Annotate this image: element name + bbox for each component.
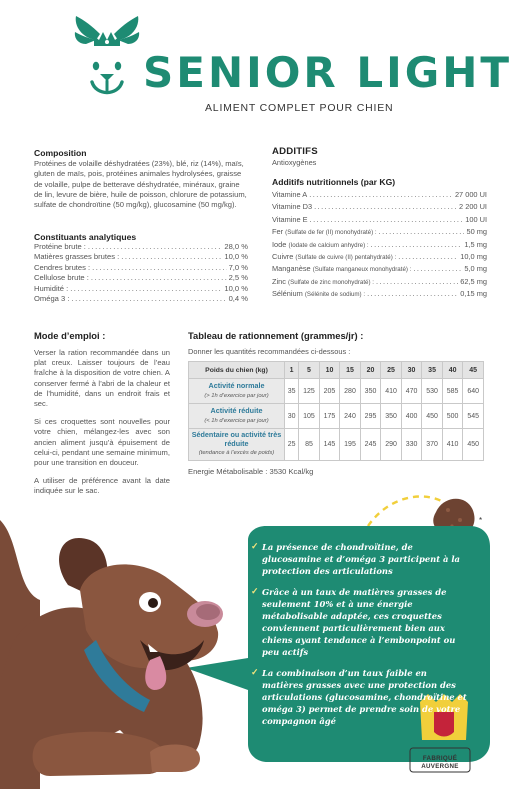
ration-cell: 500 [442, 404, 463, 429]
ration-cell: 205 [319, 379, 340, 404]
ration-table-header-row [189, 362, 484, 379]
ration-cell: 25 [285, 429, 299, 461]
dot-leader [91, 273, 227, 283]
nutritional-additives-list [272, 189, 487, 301]
brand-title: SENIOR LIGHT [143, 48, 513, 97]
benefits-list [252, 541, 470, 736]
additive-value: 100 UI [465, 214, 487, 224]
activity-label-cell [189, 404, 285, 429]
additive-label: Vitamine E [272, 214, 308, 224]
ration-cell: 195 [340, 429, 361, 461]
table-row [189, 429, 484, 461]
ration-cell: 350 [360, 379, 381, 404]
weight-header-cell: 1 [285, 362, 299, 379]
dot-leader [88, 242, 222, 252]
ration-cell: 85 [299, 429, 320, 461]
benefit-item: ✓ La combinaison d’un taux faible en matières grasses avec une protection des articulations (glucosamine, chondroïtine et oméga 3) permet de prendre soin de votre compagnon âgé [251, 668, 467, 726]
ration-cell: 450 [463, 429, 484, 461]
benefit-item: ✓ La présence de chondroïtine, de glucosamine et d’oméga 3 participent à la protection des articulations [251, 542, 460, 576]
additive-label: Sélénium [272, 289, 305, 299]
brand-logo-dog-icon [74, 14, 140, 114]
weight-header-cell: 45 [463, 362, 484, 379]
additive-detail: (Sulfate manganeux monohydraté) : [312, 266, 412, 274]
ration-cell: 145 [319, 429, 340, 461]
additive-detail: (Sulfate de cuivre (II) pentahydraté) : [295, 254, 397, 262]
dot-leader [309, 189, 453, 201]
ration-cell: 330 [401, 429, 422, 461]
ration-cell: 295 [360, 404, 381, 429]
constituant-value: 10,0 % [224, 283, 248, 293]
additive-value: 1,5 mg [464, 239, 487, 249]
ration-cell: 125 [299, 379, 320, 404]
ration-cell: 175 [319, 404, 340, 429]
constituant-label: Humidité : [34, 283, 69, 293]
additive-label: Zinc [272, 276, 289, 286]
ration-cell: 245 [360, 429, 381, 461]
dot-leader [367, 288, 458, 300]
additive-value: 2 200 UI [459, 202, 487, 212]
activity-label-cell [189, 379, 285, 404]
constituant-label: Protéine brute : [34, 242, 86, 251]
constituant-label: Cellulose brute : [34, 273, 89, 283]
dot-leader [310, 214, 464, 226]
benefit-item: ✓ Grâce à un taux de matières grasses de seulement 10% et à une énergie métabolisable adaptée, ces croquettes conviennent particulièrement bien aux chiens ayant tendance à l’embonpoint ou peu actifs [251, 587, 456, 657]
additive-row [272, 214, 487, 226]
constituant-value: 7,0 % [228, 262, 248, 272]
constituant-value: 10,0 % [224, 252, 248, 262]
mode-emploi-paragraph: A utiliser de préférence avant la date indiquée sur le sac. [34, 476, 170, 496]
weight-header-cell: 5 [299, 362, 320, 379]
additive-value: 50 mg [466, 227, 487, 237]
constituant-label: Oméga 3 : [34, 294, 70, 304]
ration-cell: 30 [285, 404, 299, 429]
ration-cell: 585 [442, 379, 463, 404]
ration-cell: 410 [381, 379, 402, 404]
composition-section [34, 148, 249, 210]
additive-detail: (Sulfate de zinc monohydraté) : [288, 278, 374, 286]
dot-leader [413, 263, 462, 275]
ration-cell: 280 [340, 379, 361, 404]
additive-label: Iode [272, 239, 289, 249]
additive-label: Cuivre [272, 252, 296, 262]
checkmark-icon: ✓ [251, 668, 259, 678]
ration-cell: 545 [463, 404, 484, 429]
additifs-section [272, 146, 487, 301]
constituant-value: 0,4 % [228, 294, 248, 304]
additive-label: Vitamine A [272, 190, 308, 199]
constituant-row [34, 263, 248, 273]
activity-label-cell [189, 429, 285, 461]
activity-note: (tendance à l’excès de poids) [198, 450, 275, 457]
additive-row [272, 189, 487, 201]
additive-row [272, 226, 487, 238]
nutritional-additives-title: Additifs nutritionnels (par KG) [272, 177, 396, 187]
dot-leader [71, 294, 226, 304]
dot-leader [314, 201, 457, 213]
mode-emploi-title: Mode d’emploi : [34, 330, 106, 341]
additive-row [272, 239, 487, 251]
ration-cell: 350 [381, 404, 402, 429]
additive-row [272, 201, 487, 213]
ration-cell: 370 [422, 429, 443, 461]
dot-leader [92, 263, 226, 273]
ration-cell: 35 [285, 379, 299, 404]
additive-detail: (Sulfate de fer (II) monohydraté) : [285, 229, 377, 237]
additifs-title: ADDITIFS [272, 146, 318, 157]
additive-value: 10,0 mg [460, 252, 487, 262]
energy-value: Energie Métabolisable : 3530 Kcal/kg [188, 466, 314, 476]
additive-value: 0,15 mg [460, 289, 487, 299]
activity-note: (> 1h d’exercice par jour) [204, 392, 269, 399]
additive-value: 62,5 mg [460, 276, 487, 286]
dog-icon [0, 520, 223, 789]
weight-header-cell: 30 [401, 362, 422, 379]
dot-leader [121, 252, 222, 262]
ration-table-title: Tableau de rationnement (grammes/jr) : [188, 330, 364, 341]
weight-header-cell: 20 [360, 362, 381, 379]
weight-header-cell: 40 [442, 362, 463, 379]
checkmark-icon: ✓ [251, 542, 259, 552]
ration-cell: 530 [422, 379, 443, 404]
constituant-row [34, 294, 248, 304]
constituant-row [34, 284, 248, 294]
dot-leader [379, 226, 465, 238]
additive-row [272, 276, 487, 288]
ration-cell: 450 [422, 404, 443, 429]
ration-cell: 290 [381, 429, 402, 461]
mode-emploi-paragraph: Verser la ration recommandée dans un plat creux. Laisser toujours de l’eau fraîche à la disposition de votre chien. A conserver fermé à l’abri de la chaleur et de l’humidité, dans un endroit frais et sec. [34, 348, 170, 409]
table-row [189, 404, 484, 429]
checkmark-icon: ✓ [251, 587, 259, 597]
constituant-label: Matières grasses brutes : [34, 252, 120, 262]
additive-value: 27 000 UI [454, 190, 487, 199]
additive-detail: (Iodate de calcium anhydre) : [288, 241, 369, 249]
weight-header-cell: 15 [340, 362, 361, 379]
additifs-subtitle: Antioxygènes [272, 158, 317, 167]
ration-cell: 240 [340, 404, 361, 429]
constituant-value: 2,5 % [228, 273, 248, 283]
composition-text: Protéines de volaille déshydratées (23%), blé, riz (14%), maïs, gluten de maïs, pois, protéines animales hydrolysées, graisse de volaille, pulpe de betterave déshydratée, minéraux, graine de lin, levure de bière, huile de poisson, chlorure de potassium, sulfate de chondroïtine (50 mg/kg), glucosamine (50 mg/kg). [34, 159, 247, 210]
ration-cell: 400 [401, 404, 422, 429]
constituants-list [34, 242, 248, 304]
composition-title: Composition [34, 148, 87, 158]
constituant-row [34, 252, 248, 262]
dot-leader [371, 239, 463, 251]
footnote-star: * [479, 516, 483, 525]
additive-value: 5,0 mg [464, 264, 487, 274]
dot-leader [398, 251, 458, 263]
table-row [189, 379, 484, 404]
ration-cell: 410 [442, 429, 463, 461]
brand-subtitle: ALIMENT COMPLET POUR CHIEN [205, 102, 394, 114]
ration-cell: 105 [299, 404, 320, 429]
constituant-row [34, 242, 248, 252]
additive-row [272, 288, 487, 300]
activity-label: Sédentaire ou activité très réduite [191, 430, 282, 449]
additive-row [272, 251, 487, 263]
badge-text-auvergne: AUVERGNE [421, 763, 459, 770]
constituant-label: Cendres brutes : [34, 262, 91, 272]
additive-label: Vitamine D3 [272, 202, 313, 212]
constituant-row [34, 273, 248, 283]
ration-cell: 470 [401, 379, 422, 404]
constituants-title: Constituants analytiques [34, 232, 137, 242]
badge-text-fabrique: FABRIQUÉ [422, 755, 458, 762]
weight-header-label: Poids du chien (kg) [189, 362, 285, 379]
weight-header-cell: 25 [381, 362, 402, 379]
activity-label: Activité réduite [210, 406, 263, 416]
ration-cell: 640 [463, 379, 484, 404]
additive-label: Fer [272, 227, 286, 237]
constituants-section [34, 232, 248, 304]
additive-detail: (Sélénite de sodium) : [304, 291, 366, 299]
additive-row [272, 263, 487, 275]
weight-header-cell: 35 [422, 362, 443, 379]
activity-label: Activité normale [208, 381, 265, 391]
ration-table-section [188, 330, 488, 476]
activity-note: (< 1h d’exercice par jour) [204, 417, 269, 424]
ration-table-subtitle: Donner les quantités recommandées ci-dessous : [188, 347, 351, 356]
constituant-value: 28,0 % [224, 242, 248, 251]
dot-leader [70, 284, 222, 294]
weight-header-cell: 10 [319, 362, 340, 379]
ration-table [188, 361, 484, 461]
additive-label: Manganèse [272, 264, 313, 274]
dot-leader [376, 276, 458, 288]
mode-emploi-paragraph: Si ces croquettes sont nouvelles pour votre chien, mélangez-les avec son ancien aliment jusqu’à épuisement de celui-ci, pendant une semaine minimum, pour une transition en douceur. [34, 417, 170, 468]
